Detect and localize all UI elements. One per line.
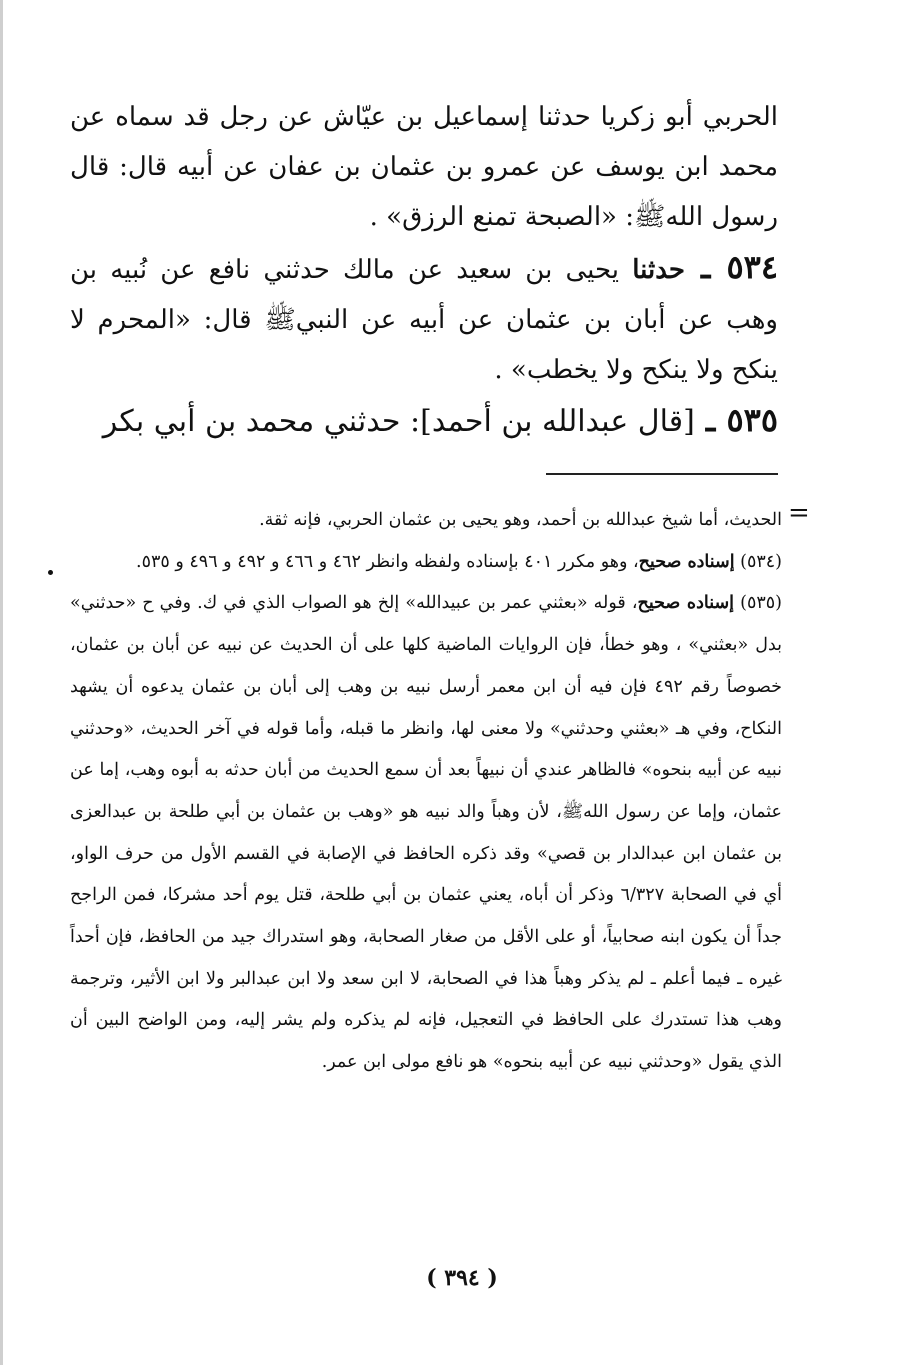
hadith-534-dash: ـ	[684, 248, 727, 286]
hadith-535-number: ٥٣٥	[726, 401, 778, 439]
intro-paragraph: الحربي أبو زكريا حدثنا إسماعيل بن عيّاش عن رجل قد سماه عن محمد ابن يوسف عن عمرو بن عثمان بن عفان عن أبيه قال: قال رسول اللهﷺ: «الصبحة تمنع الرزق» .	[70, 102, 778, 232]
main-text	[70, 92, 778, 447]
footnotes	[70, 500, 782, 1084]
hadith-535	[70, 395, 778, 447]
footnote-535-verdict: إسناده صحيح	[637, 593, 735, 614]
footnote-535	[70, 583, 782, 1083]
page-number: ( ٣٩٤ )	[426, 1265, 498, 1291]
footnote-534-text: ، وهو مكرر ٤٠١ بإسناده ولفظه وانظر ٤٦٢ و ٤٦٦ و ٤٩٢ و ٤٩٦ و ٥٣٥.	[136, 551, 639, 572]
footnote-separator	[546, 473, 778, 475]
footnote-continuation: الحديث، أما شيخ عبدالله بن أحمد، وهو يحيى بن عثمان الحربي، فإنه ثقة.	[259, 510, 782, 530]
hadith-534	[70, 242, 778, 395]
page-edge	[0, 0, 3, 1365]
footnote-535-text: ، قوله «بعثني عمر بن عبيدالله» إلخ هو الصواب الذي في ك. وفي ح «حدثني» بدل «بعثني» ، وهو خطأ، فإن الروايات الماضية كلها على أن الحديث عن نبيه عن أبان بن عثمان، خصوصاً رقم ٤٩٢ فإن فيه أن ابن معمر أرسل نبيه بن وهب إلى أبان بن عثمان يدعوه أن يشهد النكاح، وفي هـ «بعثني وحدثني» ولا معنى لها، وانظر ما قبله، وأما قوله في آخر الحديث، «وحدثني نبيه عن أبيه بنحوه» فالظاهر عندي أن نبيهاً بعد أن سمع الحديث من أبان حدثه به أبوه وهب، إما عن عثمان، وإما عن رسول اللهﷺ، لأن وهباً والد نبيه هو «وهب بن عثمان بن أبي طلحة بن عبدالعزى بن عثمان ابن عبدالدار بن قصي» وقد ذكره الحافظ في الإصابة في القسم الأول من حرف الواو، أي في الصحابة ٦/٣٢٧ وذكر أن أباه، يعني عثمان بن أبي طلحة، قتل يوم أحد مشركا، فمن الراجح جداً أن يكون ابنه صحابياً، أو على الأقل من صغار الصحابة، وهو استدراك جيد من الحافظ، فإن أحداً غيره ـ فيما أعلم ـ لم يذكر وهباً هذا في الصحابة، لا ابن سعد ولا ابن عبدالبر ولا ابن الأثير، وترجمة وهب هذا تستدرك على الحافظ في التعجيل، فإنه لم يذكره ولم يشر إليه، ومن الواضح البين أن الذي يقول «وحدثني نبيه عن أبيه بنحوه» هو نافع مولى ابن عمر.	[70, 593, 782, 1073]
margin-dot	[48, 570, 53, 575]
footnote-534-label: (٥٣٤)	[740, 551, 782, 572]
hadith-534-keyword: حدثنا	[632, 255, 685, 285]
hadith-534-number: ٥٣٤	[726, 248, 779, 286]
continuation-mark: =	[788, 498, 810, 528]
footnote-534-verdict: إسناده صحيح	[638, 551, 735, 572]
footnote-535-label: (٥٣٥)	[740, 593, 782, 614]
hadith-535-text: [قال عبدالله بن أحمد]: حدثني محمد بن أبي بكر	[102, 404, 695, 439]
hadith-535-dash: ـ	[694, 401, 727, 439]
hadith-534-text: يحيى بن سعيد عن مالك حدثني نافع عن نُبيه بن وهب عن أبان بن عثمان عن أبيه عن النبيﷺ قال: «المحرم لا ينكح ولا ينكح ولا يخطب» .	[70, 255, 778, 385]
footnote-534	[70, 542, 782, 584]
